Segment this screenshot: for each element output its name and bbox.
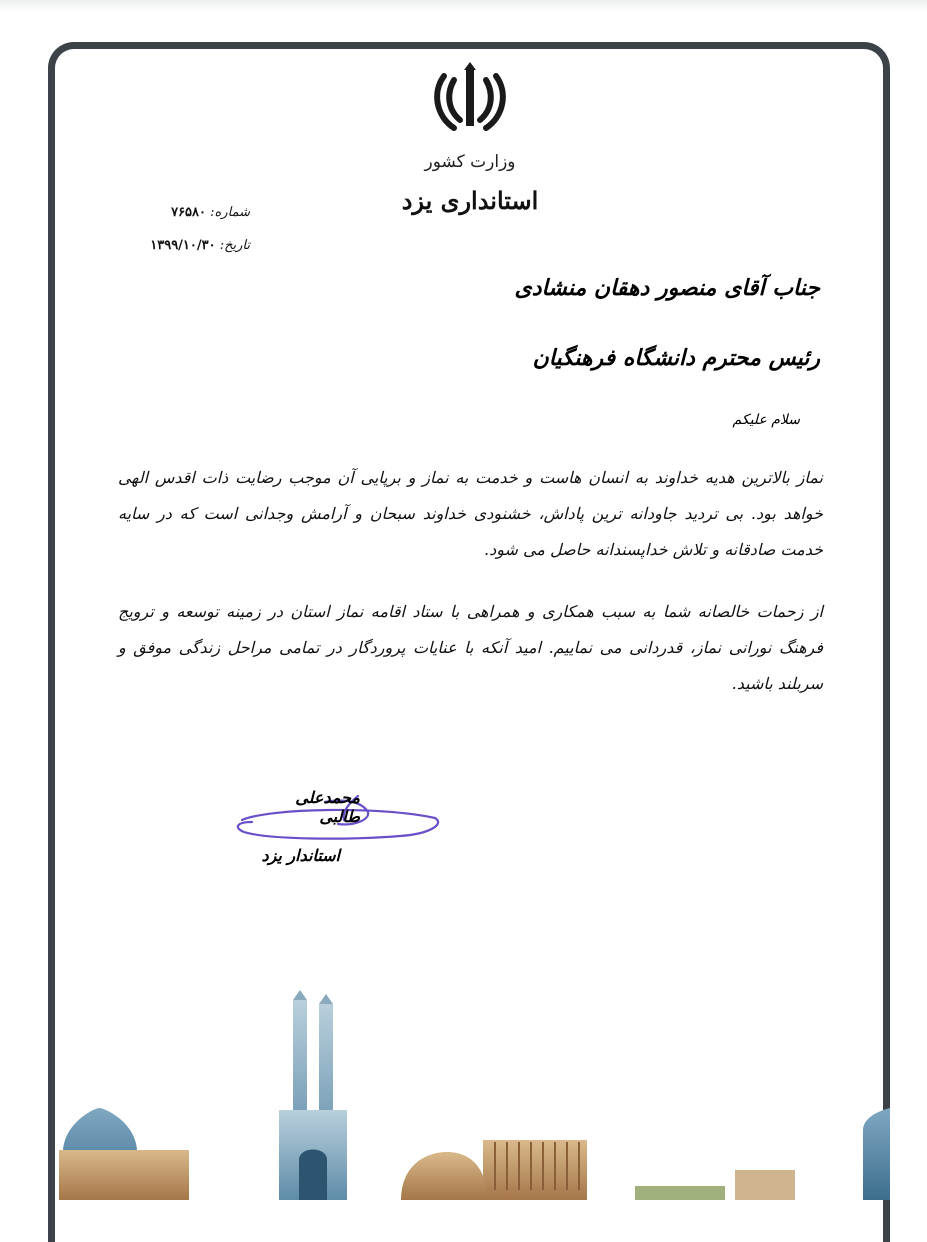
yazd-skyline-illustration	[55, 990, 890, 1200]
ministry-name: وزارت کشور	[424, 152, 516, 172]
iran-emblem-icon	[430, 58, 510, 138]
letter-body	[118, 460, 823, 702]
number-value: ۷۶۵۸۰	[171, 205, 207, 220]
number-label: شماره:	[210, 205, 250, 220]
signer-name: محمدعلی طالبی	[295, 788, 360, 826]
letter-date	[140, 238, 250, 253]
greeting: سلام علیکم	[732, 412, 800, 428]
recipient-title: رئیس محترم دانشگاه فرهنگیان	[532, 345, 820, 371]
scan-edge	[0, 0, 927, 12]
date-label: تاریخ:	[219, 238, 250, 253]
body-paragraph-1: نماز بالاترین هدیه خداوند به انسان هاست و خدمت به نماز و برپایی آن موجب رضایت ذات اقدس الهی خواهد بود. بی تردید جاودانه ترین پاداش، خشنودی خداوند سبحان و آرامش وجدانی است که در سایه خدمت صادقانه و تلاش خداپسندانه حاصل می شود.	[118, 468, 823, 559]
signer-role: استاندار یزد	[261, 846, 340, 865]
governorate-name: استانداری یزد	[401, 186, 539, 215]
date-value: ۱۳۹۹/۱۰/۳۰	[150, 238, 216, 253]
recipient-name: جناب آقای منصور دهقان منشادی	[514, 275, 820, 301]
body-paragraph-2: از زحمات خالصانه شما به سبب همکاری و همراهی با ستاد اقامه نماز استان در زمینه توسعه و ترویج فرهنگ نورانی نماز، قدردانی می نماییم. امید آنکه با عنایات پروردگار در تمامی مراحل زندگی موفق و سربلند باشید.	[118, 602, 824, 693]
letter-number	[150, 205, 250, 220]
